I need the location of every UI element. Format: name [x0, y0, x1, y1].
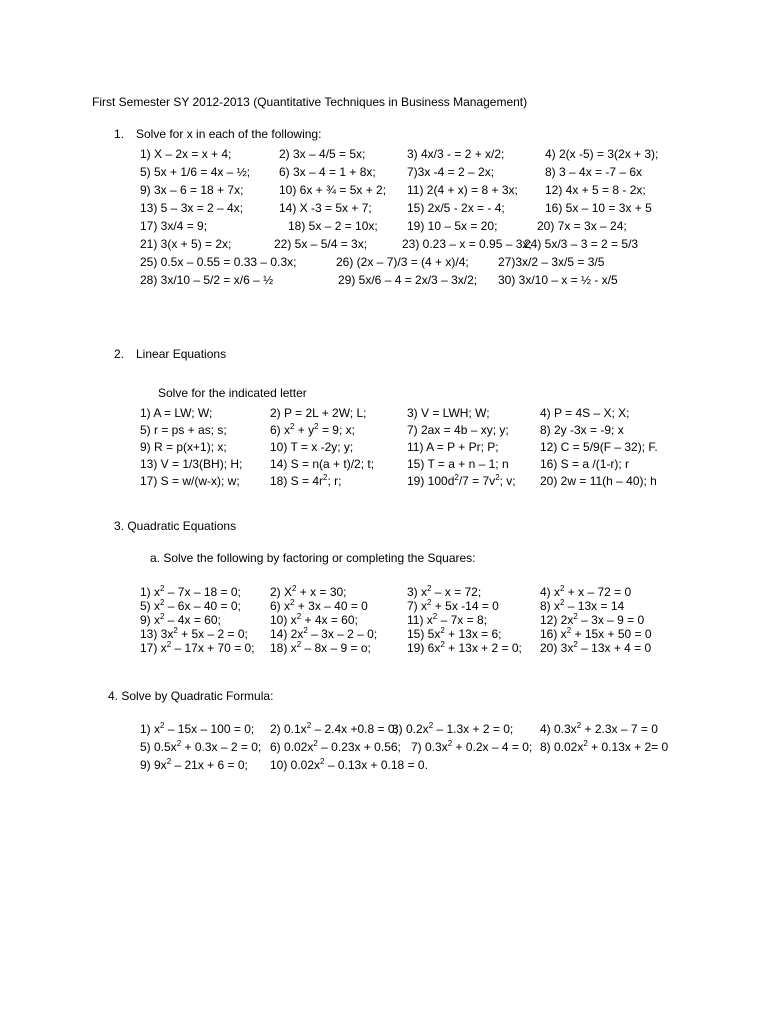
problem-item: 5) 5x + 1/6 = 4x – ½;: [140, 165, 251, 179]
problem-item: 4) $x^2 + x - 72 = 0$: [540, 584, 632, 599]
problem-item: 10) T = x -2y; y;: [270, 440, 354, 454]
section-1-title: Solve for x in each of the following:: [136, 127, 322, 141]
problem-item: 16) S = a /(1-r); r: [540, 457, 630, 471]
problem-item: 24) 5x/3 – 3 = 2 = 5/3: [524, 237, 639, 251]
problem-item: 8) 2y -3x = -9; x: [540, 423, 624, 437]
problem-item: 15) T = a + n – 1; n: [407, 457, 509, 471]
problem-item: 12) C = 5/9(F – 32); F.: [540, 440, 658, 454]
problem-item: 13) $3x^2 + 5x - 2 = 0$;: [140, 626, 248, 641]
problem-item: 26) (2x – 7)/3 = (4 + x)/4;: [336, 255, 469, 269]
problem-item: 1) X – 2x = x + 4;: [140, 147, 232, 161]
problem-item: 2) P = 2L + 2W; L;: [270, 406, 367, 420]
problem-item: 19) 10 – 5x = 20;: [407, 219, 498, 233]
problem-item: 12) $2x^2 - 3x - 9 = 0$: [540, 612, 645, 627]
problem-item: 6) $x^2 + 3x - 40 = 0$: [270, 598, 368, 613]
problem-item: 17) $x^2 - 17x + 70 = 0$;: [140, 640, 255, 655]
problem-item: 9) 3x – 6 = 18 + 7x;: [140, 183, 244, 197]
problem-item: 5) $0.5x^2 + 0.3x - 2 = 0$;: [140, 739, 262, 754]
problem-item: 25) 0.5x – 0.55 = 0.33 – 0.3x;: [140, 255, 297, 269]
problem-item: 13) V = 1/3(BH); H;: [140, 457, 243, 471]
problem-item: 3) $x^2 - x = 72$;: [407, 584, 482, 599]
problem-item: 2) $X^2 + x = 30$;: [270, 584, 347, 599]
section-3-heading: 3. Quadratic Equations: [114, 519, 237, 533]
problem-item: 1) $x^2 - 7x - 18 = 0$;: [140, 584, 241, 599]
problem-item: 9) $x^2 - 4x = 60$;: [140, 612, 221, 627]
problem-item: 19) $100d^2/7 = 7v^2$; v;: [407, 473, 516, 488]
problem-item: 1) A = LW; W;: [140, 406, 213, 420]
problem-item: 15) 2x/5 - 2x = - 4;: [407, 201, 505, 215]
problem-item: 9) $9x^2 - 21x + 6 = 0$;: [140, 757, 248, 772]
problem-item: 7)3x -4 = 2 – 2x;: [407, 165, 495, 179]
problem-item: 4) 2(x -5) = 3(2x + 3);: [545, 147, 659, 161]
problem-item: 10) $x^2 + 4x = 60$;: [270, 612, 358, 627]
problem-item: 28) 3x/10 – 5/2 = x/6 – ½: [140, 273, 274, 287]
problem-item: 13) 5 – 3x = 2 – 4x;: [140, 201, 244, 215]
problem-item: 22) 5x – 5/4 = 3x;: [274, 237, 368, 251]
problem-item: 14) S = n(a + t)/2; t;: [270, 457, 375, 471]
problem-item: 8) 3 – 4x = -7 – 6x: [545, 165, 643, 179]
problem-item: 10) 6x + ¾ = 5x + 2;: [279, 183, 387, 197]
problem-item: 6) $x^2 + y^2 = 9$; x;: [270, 422, 355, 437]
problem-item: 14) X -3 = 5x + 7;: [279, 201, 372, 215]
section-2-title: Linear Equations: [136, 347, 227, 361]
problem-item: 11) $x^2 - 7x = 8$;: [407, 612, 487, 627]
problem-item: 3) V = LWH; W;: [407, 406, 490, 420]
problem-item: 8) $0.02x^2 + 0.13x + 2= 0$: [540, 739, 669, 754]
problem-item: 20) 7x = 3x – 24;: [537, 219, 627, 233]
problem-item: 6) 3x – 4 = 1 + 8x;: [279, 165, 376, 179]
problem-item: 3) $0.2x^2 - 1.3x + 2 = 0$;: [392, 721, 514, 736]
problem-item: 2) $0.1x^2 - 2.4x +0.8 = 0$;: [270, 721, 398, 736]
problem-item: 7) $x^2 + 5x$ -14 = 0: [407, 598, 499, 613]
problem-item: 10) $0.02x^2 - 0.13x + 0.18 = 0$.: [270, 757, 428, 772]
problem-item: 19) $6x^2 + 13x + 2 = 0$;: [407, 640, 522, 655]
problem-item: 2) 3x – 4/5 = 5x;: [279, 147, 366, 161]
problem-item: 7) $0.3x^2 + 0.2x - 4 = 0$;: [411, 739, 533, 754]
document-title: First Semester SY 2012-2013 (Quantitative Techniques in Business Management): [92, 95, 528, 109]
section-1-heading: [114, 126, 321, 143]
problem-item: 27)3x/2 – 3x/5 = 3/5: [498, 255, 605, 269]
problem-item: 16) 5x – 10 = 3x + 5: [545, 201, 652, 215]
problem-item: 20) 2w = 11(h – 40); h: [540, 474, 657, 488]
problem-item: 17) S = w/(w-x); w;: [140, 474, 240, 488]
section-3-subheading: a. Solve the following by factoring or completing the Squares:: [150, 551, 476, 565]
problem-item: 21) 3(x + 5) = 2x;: [140, 237, 232, 251]
section-2-heading: [114, 346, 226, 363]
problem-item: 1) $x^2 - 15x - 100 = 0$;: [140, 721, 255, 736]
problem-item: 11) A = P + Pr; P;: [407, 440, 499, 454]
problem-item: 17) 3x/4 = 9;: [140, 219, 208, 233]
problem-item: 18) $x^2 - 8x - 9 = o$;: [270, 640, 371, 655]
problem-item: 29) 5x/6 – 4 = 2x/3 – 3x/2;: [338, 273, 478, 287]
problem-item: 5) r = ps + as; s;: [140, 423, 227, 437]
problem-item: 11) 2(4 + x) = 8 + 3x;: [407, 183, 518, 197]
problem-item: 8) $x^2 - 13x = 14$: [540, 598, 625, 613]
problem-item: 14) $2x^2 - 3x - 2 - 0$;: [270, 626, 378, 641]
problem-item: 4) $0.3x^2 + 2.3x - 7 = 0$: [540, 721, 658, 736]
problem-item: 18) 5x – 2 = 10x;: [288, 219, 378, 233]
problem-item: 30) 3x/10 – x = ½ - x/5: [498, 273, 618, 287]
problem-item: 3) 4x/3 - = 2 + x/2;: [407, 147, 505, 161]
section-1-number: 1.: [114, 127, 125, 141]
problem-item: 23) 0.23 – x = 0.95 – 3x;: [402, 237, 532, 251]
problem-item: 12) 4x + 5 = 8 - 2x;: [545, 183, 646, 197]
section-4-heading: 4. Solve by Quadratic Formula:: [108, 689, 274, 703]
problem-item: 15) $5x^2 + 13x = 6$;: [407, 626, 502, 641]
problem-item: 6) $0.02x^2 - 0.23x + 0.56$;: [270, 739, 401, 754]
problem-item: 16) $x^2 + 15x + 50 = 0$: [540, 626, 652, 641]
section-2-number: 2.: [114, 347, 125, 361]
problem-item: 18) $S = 4r^2$; r;: [270, 473, 342, 488]
section-2-subheading: Solve for the indicated letter: [158, 386, 307, 400]
problem-item: 9) R = p(x+1); x;: [140, 440, 227, 454]
problem-item: 4) P = 4S – X; X;: [540, 406, 630, 420]
problem-item: 5) $x^2 - 6x - 40 = 0$;: [140, 598, 241, 613]
problem-item: 7) 2ax = 4b – xy; y;: [407, 423, 509, 437]
problem-item: 20) $3x^2 - 13x + 4 = 0$: [540, 640, 652, 655]
